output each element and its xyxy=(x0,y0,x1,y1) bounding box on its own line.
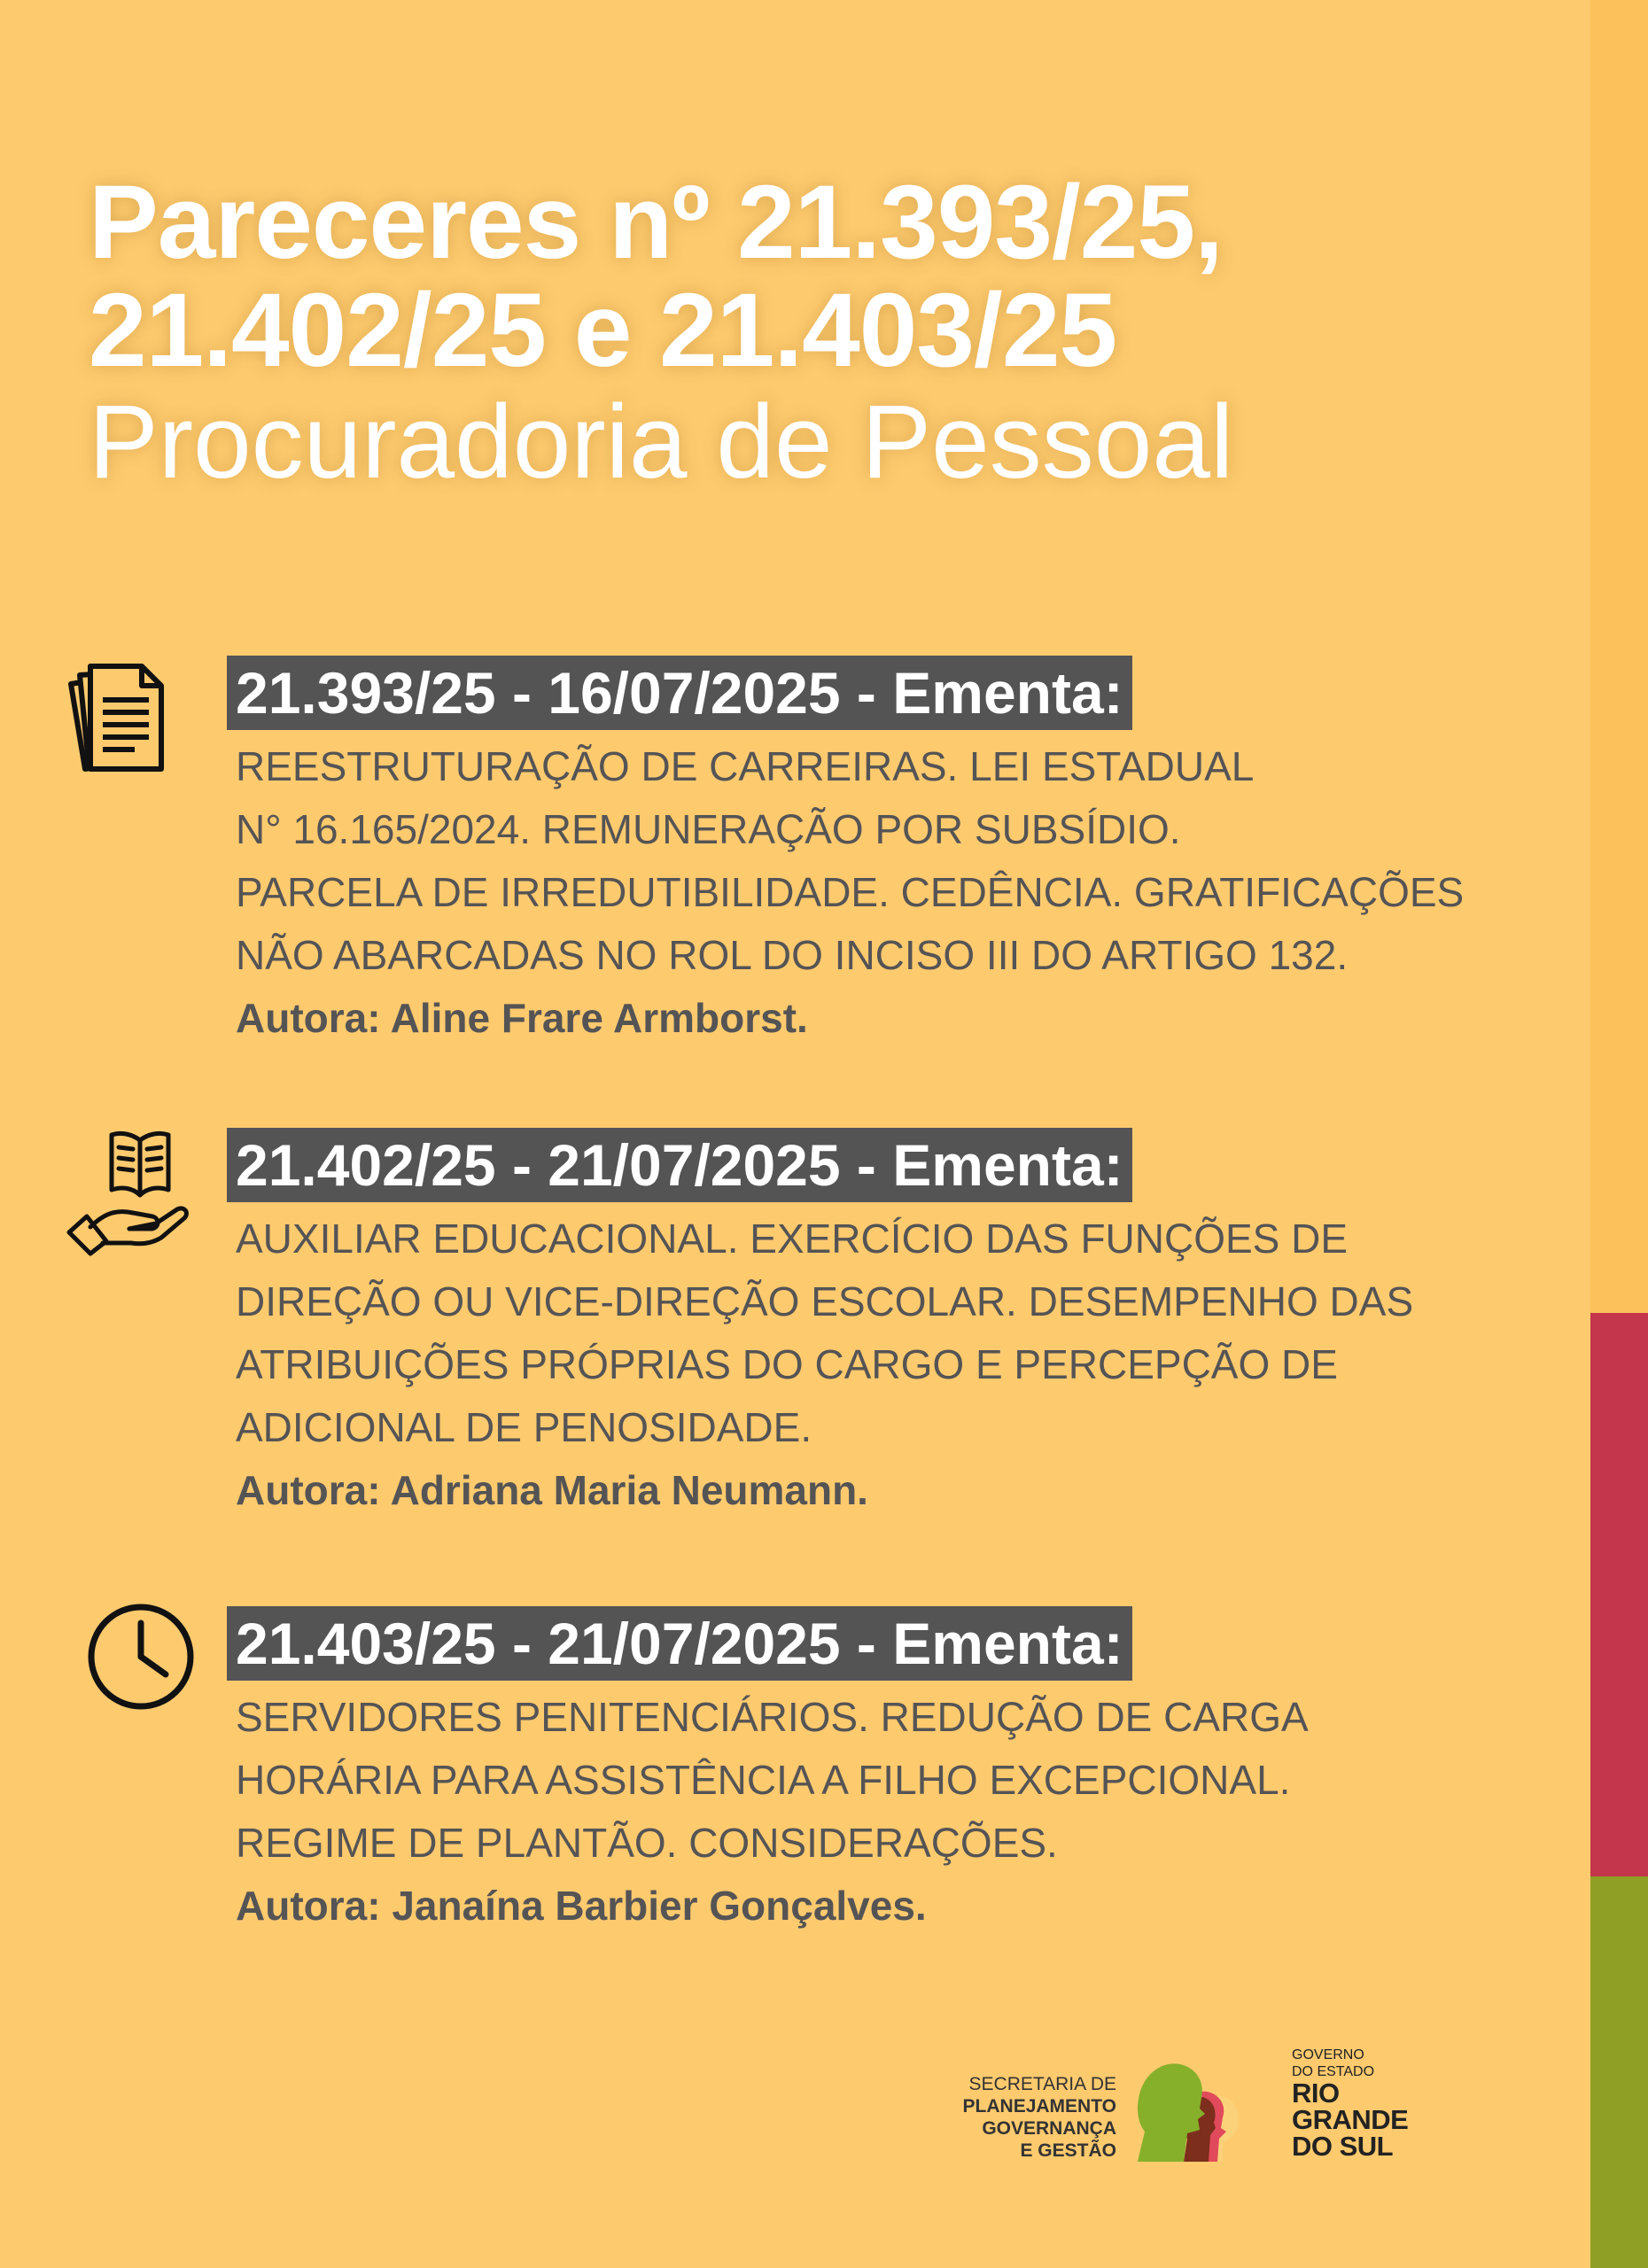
summary-line: ATRIBUIÇÕES PRÓPRIAS DO CARGO E PERCEPÇÃO DE xyxy=(236,1341,1338,1387)
governo-line: DO ESTADO xyxy=(1292,2064,1375,2079)
governo-logo-text xyxy=(1292,2047,1434,2160)
summary-line: DIREÇÃO OU VICE-DIREÇÃO ESCOLAR. DESEMPENHO DAS xyxy=(236,1278,1414,1324)
parecer-author: Autora: Aline Frare Armborst. xyxy=(236,995,808,1041)
summary-line: REESTRUTURAÇÃO DE CARREIRAS. LEI ESTADUAL xyxy=(236,743,1255,789)
summary-line: SERVIDORES PENITENCIÁRIOS. REDUÇÃO DE CARGA xyxy=(236,1694,1309,1740)
stripe-yellow xyxy=(1590,0,1648,1313)
summary-line: REGIME DE PLANTÃO. CONSIDERAÇÕES. xyxy=(236,1820,1058,1866)
summary-line: HORÁRIA PARA ASSISTÊNCIA A FILHO EXCEPCIONAL. xyxy=(236,1757,1291,1803)
heads-logo-icon xyxy=(1134,2047,1267,2162)
secretaria-line: GOVERNANÇA xyxy=(982,2118,1116,2139)
summary-line: ADICIONAL DE PENOSIDADE. xyxy=(236,1404,812,1450)
stripe-green xyxy=(1590,1876,1648,2268)
title-line-2: 21.402/25 e 21.403/25 xyxy=(89,272,1117,389)
parecer-summary xyxy=(236,1686,1512,1938)
parecer-heading: 21.403/25 - 21/07/2025 - Ementa: xyxy=(227,1606,1132,1681)
documents-icon xyxy=(64,656,197,788)
stripe-red xyxy=(1590,1313,1648,1876)
secretaria-line: PLANEJAMENTO xyxy=(962,2096,1116,2117)
clock-icon xyxy=(64,1604,197,1736)
summary-line: AUXILIAR EDUCACIONAL. EXERCÍCIO DAS FUNÇÕES DE xyxy=(236,1216,1349,1262)
parecer-summary xyxy=(236,1208,1512,1522)
governo-line: RIO xyxy=(1292,2078,1340,2109)
secretaria-line: E GESTÃO xyxy=(1020,2140,1116,2161)
parecer-heading: 21.402/25 - 21/07/2025 - Ementa: xyxy=(227,1128,1132,1202)
page-title xyxy=(89,164,1559,501)
summary-line: N° 16.165/2024. REMUNERAÇÃO POR SUBSÍDIO. xyxy=(236,806,1181,852)
hand-book-icon xyxy=(64,1128,197,1261)
parecer-summary xyxy=(236,735,1512,1050)
side-color-stripe xyxy=(1590,0,1648,2268)
governo-line: GOVERNO xyxy=(1292,2047,1364,2062)
parecer-heading: 21.393/25 - 16/07/2025 - Ementa: xyxy=(227,656,1132,730)
title-line-1: Pareceres nº 21.393/25, xyxy=(89,164,1223,281)
governo-line: DO SUL xyxy=(1292,2131,1394,2162)
parecer-author: Autora: Adriana Maria Neumann. xyxy=(236,1467,868,1513)
footer-logos xyxy=(948,2038,1444,2179)
title-line-3: Procuradoria de Pessoal xyxy=(89,384,1234,501)
secretaria-logo-text xyxy=(948,2073,1116,2162)
parecer-author: Autora: Janaína Barbier Gonçalves. xyxy=(236,1883,927,1929)
governo-line: GRANDE xyxy=(1292,2104,1409,2135)
summary-line: PARCELA DE IRREDUTIBILIDADE. CEDÊNCIA. GRATIFICAÇÕES xyxy=(236,869,1465,915)
secretaria-line: SECRETARIA DE xyxy=(968,2074,1116,2094)
summary-line: NÃO ABARCADAS NO ROL DO INCISO III DO ARTIGO 132. xyxy=(236,932,1349,978)
